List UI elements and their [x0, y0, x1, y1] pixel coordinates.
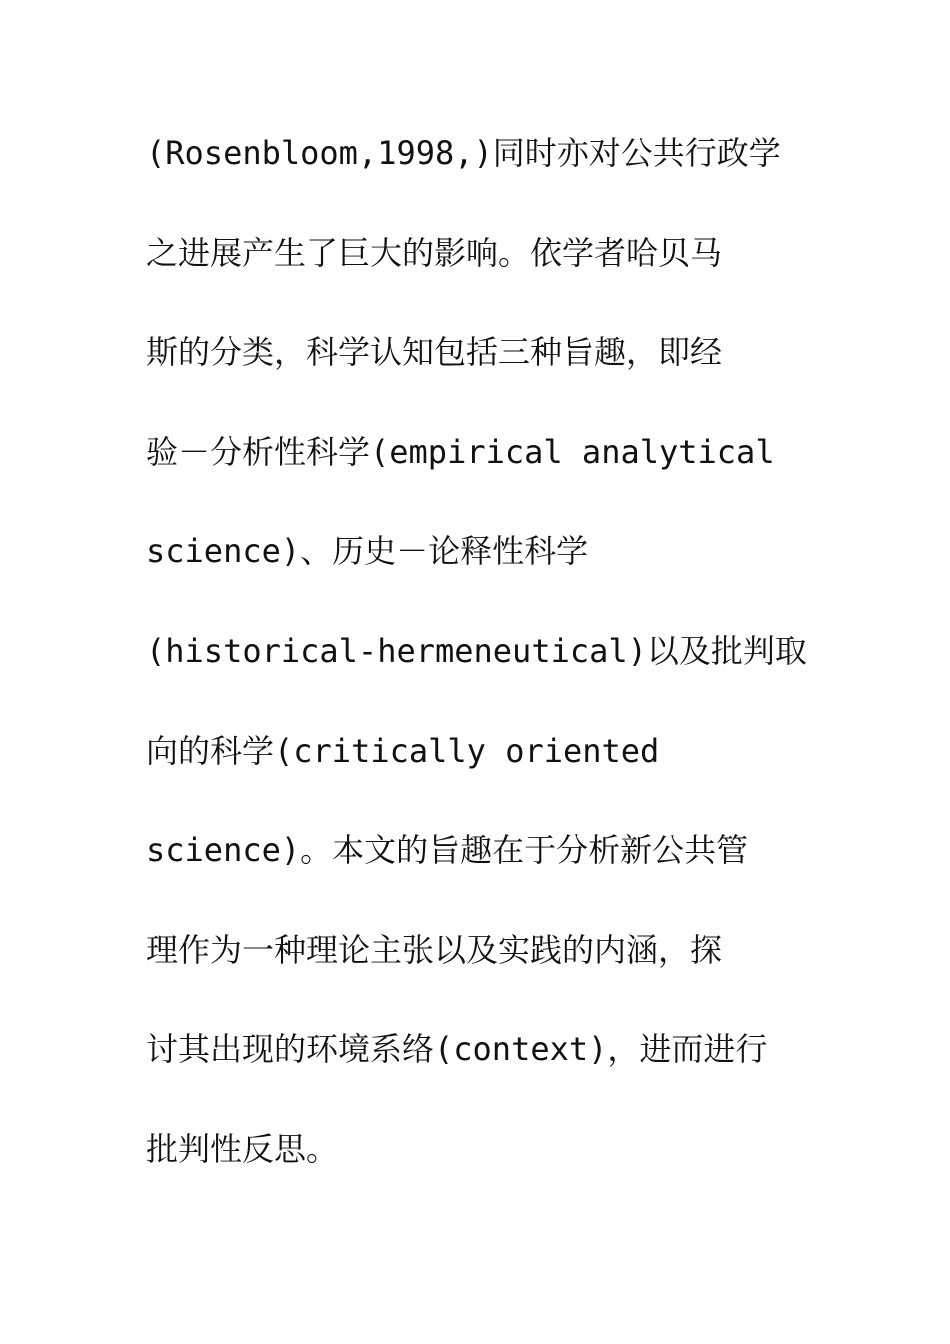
text-line: 批判性反思。: [146, 1129, 339, 1168]
text-line: 之进展产生了巨大的影响。依学者哈贝马: [146, 233, 723, 272]
text-line: science)。本文的旨趣在于分析新公共管: [146, 831, 749, 870]
text-line: 斯的分类，科学认知包括三种旨趣，即经: [146, 333, 723, 372]
body-paragraph: [146, 128, 846, 1224]
text-line: 向的科学(critically oriented: [146, 731, 660, 770]
text-line: science)、历史－论释性科学: [146, 532, 589, 571]
text-line: (historical-hermeneutical)以及批判取: [146, 631, 807, 670]
text-line: 讨其出现的环境系络(context)，进而进行: [146, 1030, 768, 1069]
text-line: 验－分析性科学(empirical analytical: [146, 432, 775, 471]
text-line: (Rosenbloom,1998,)同时亦对公共行政学: [146, 134, 781, 172]
text-line: 理作为一种理论主张以及实践的内涵，探: [146, 930, 723, 969]
